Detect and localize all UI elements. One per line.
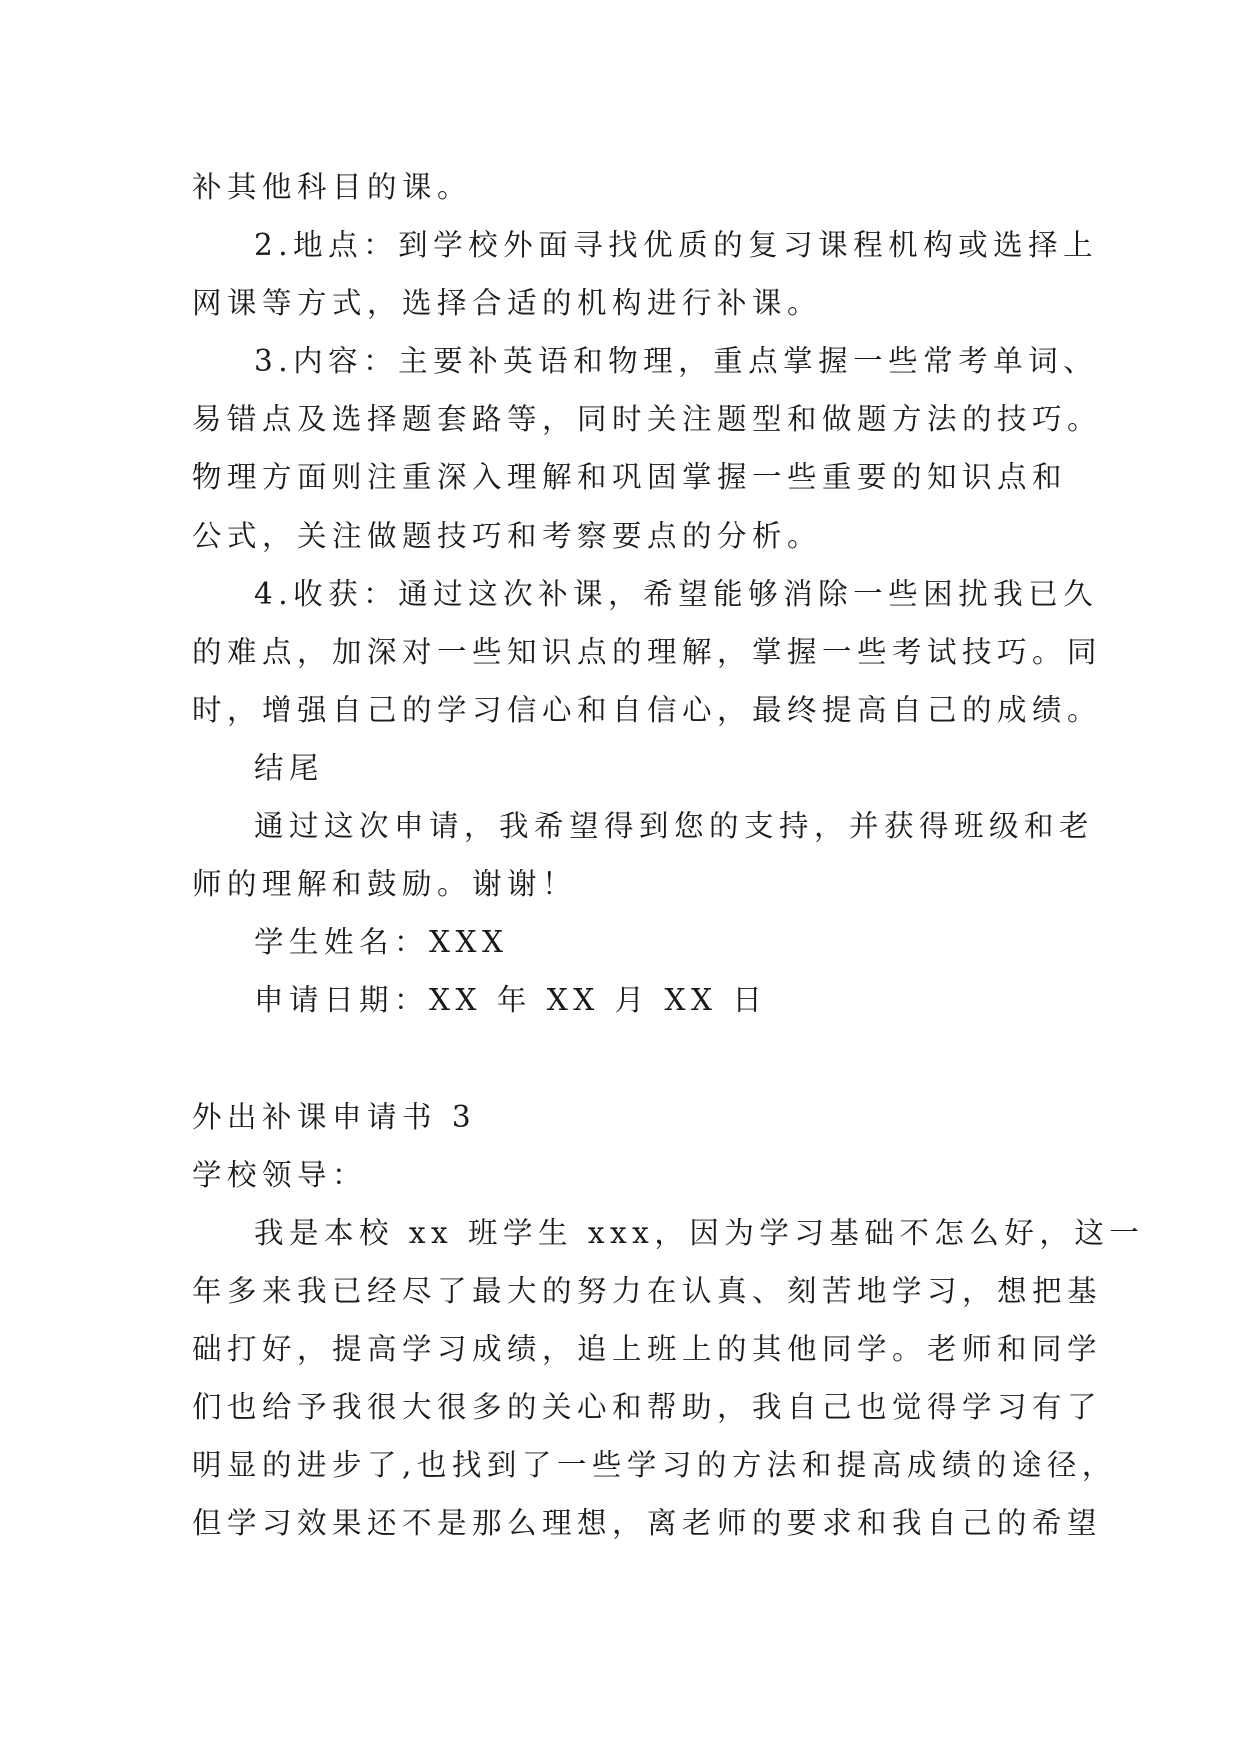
paragraph-line: 2.地点：到学校外面寻找优质的复习课程机构或选择上 [254,228,1099,263]
paragraph-line: 公式，关注做题技巧和考察要点的分析。 [192,518,823,553]
student-name-line: 学生姓名：XXX [254,925,509,960]
paragraph-line: 易错点及选择题套路等，同时关注题型和做题方法的技巧。 [192,402,1103,437]
document-body [192,158,1145,1552]
paragraph-line: 们也给予我很大很多的关心和帮助，我自己也觉得学习有了 [192,1389,1103,1424]
paragraph-line: 3.内容：主要补英语和物理，重点掌握一些常考单词、 [254,344,1099,379]
paragraph-line: 我是本校 xx 班学生 xxx，因为学习基础不怎么好，这一 [254,1215,1145,1250]
paragraph-line: 但学习效果还不是那么理想，离老师的要求和我自己的希望 [192,1506,1103,1541]
paragraph-line: 时，增强自己的学习信心和自信心，最终提高自己的成绩。 [192,692,1103,727]
salutation: 学校领导： [192,1157,368,1192]
paragraph-line: 物理方面则注重深入理解和巩固掌握一些重要的知识点和 [192,460,1068,495]
paragraph-line: 明显的进步了,也找到了一些学习的方法和提高成绩的途径， [192,1448,1117,1483]
paragraph-line: 础打好，提高学习成绩，追上班上的其他同学。老师和同学 [192,1331,1103,1366]
paragraph-line: 的难点，加深对一些知识点的理解，掌握一些考试技巧。同 [192,634,1103,669]
paragraph-line: 补其他科目的课。 [192,170,473,204]
paragraph-line: 师的理解和鼓励。谢谢！ [192,867,578,902]
section-spacer [192,1029,1072,1087]
document-title: 外出补课申请书 3 [192,1099,477,1134]
section-heading: 结尾 [254,750,325,785]
paragraph-line: 4.收获：通过这次补课，希望能够消除一些困扰我已久 [254,576,1099,611]
paragraph-line: 通过这次申请，我希望得到您的支持，并获得班级和老 [254,809,1095,844]
paragraph-line: 年多来我已经尽了最大的努力在认真、刻苦地学习，想把基 [192,1273,1103,1308]
paragraph-line: 网课等方式，选择合适的机构进行补课。 [192,286,823,321]
application-date-line: 申请日期：XX 年 XX 月 XX 日 [254,983,768,1018]
